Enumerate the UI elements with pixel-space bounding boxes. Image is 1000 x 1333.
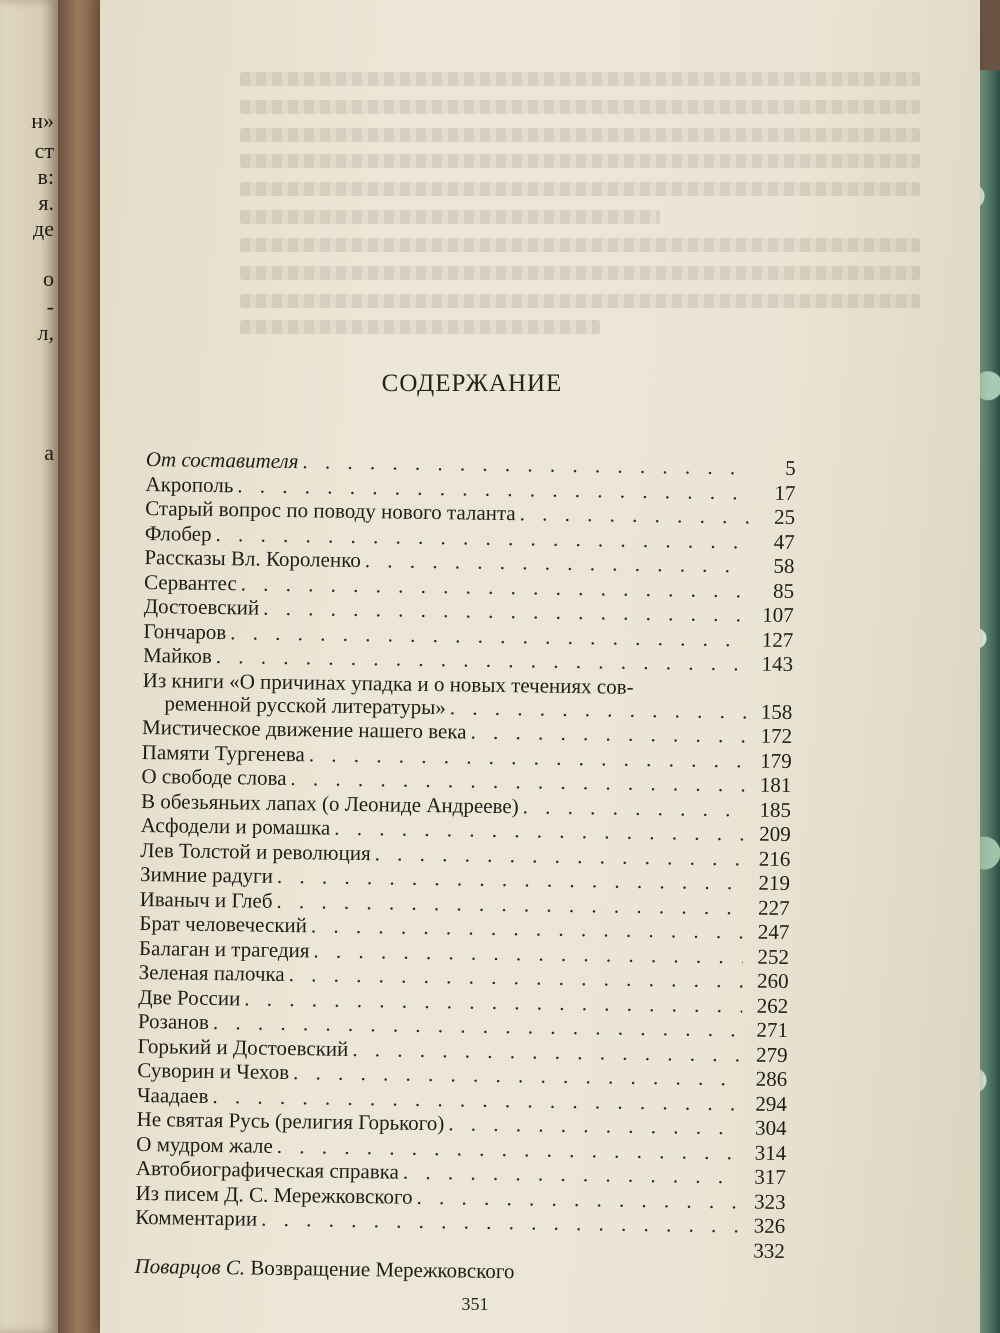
toc-entry-title: Брат человеческий [139, 910, 308, 938]
toc-entry-page: 262 [756, 993, 789, 1018]
toc-entry-page: 260 [756, 968, 789, 994]
toc-entry-title: Горький и Достоевский [137, 1033, 349, 1061]
bleed-through-line [240, 154, 920, 168]
bleed-through-line [240, 238, 920, 252]
bleed-through-line [240, 210, 660, 224]
toc-leader-dots [470, 721, 746, 748]
toc-entry-title: Чаадаев [136, 1082, 209, 1108]
toc-entry-page: 216 [758, 846, 791, 871]
toc-entry-page: 314 [754, 1140, 787, 1165]
toc-entry-page: 317 [754, 1164, 787, 1190]
toc-entry-title: Зимние радуги [139, 861, 274, 888]
toc-entry-title: Комментарии [135, 1204, 258, 1231]
left-page-fragment: ст [34, 138, 54, 163]
toc-entry-page: 181 [759, 772, 792, 798]
left-page [0, 0, 58, 1333]
toc-entry-page: 107 [762, 602, 794, 628]
left-page-fragment: я. [38, 190, 54, 215]
toc-entry-title: Достоевский [143, 593, 260, 620]
toc-entry-title: Балаган и трагедия [138, 935, 310, 962]
toc-entry-title: Акрополь [145, 471, 234, 497]
toc-entry-title: Иваныч и Глеб [139, 886, 273, 913]
toc-entry-page: 25 [773, 504, 796, 530]
toc-leader-dots [365, 549, 749, 577]
page-number: 351 [461, 1294, 489, 1314]
bleed-through-line [240, 320, 600, 334]
toc-entry-title: От составителя [145, 447, 299, 474]
toc-entry-title: Рассказы Вл. Короленко [144, 544, 361, 573]
toc-entry-page: 58 [773, 553, 795, 579]
toc-leader-dots [403, 1161, 740, 1189]
toc-entry-title: О мудром жале [136, 1131, 273, 1158]
toc-entry-page [742, 1281, 784, 1282]
toc-entry-title: Памяти Тургенева [141, 739, 305, 766]
left-page-fragment: л, [37, 320, 54, 345]
toc-entry-title: Флобер [144, 520, 212, 546]
left-page-fragment: в: [37, 164, 54, 189]
toc-entry-title: Не святая Русь (религия Горького) [136, 1106, 445, 1136]
toc-entry-title: Зеленая палочка [138, 959, 285, 986]
toc-entry-title: Лев Толстой и революция [140, 837, 371, 865]
table-of-contents [134, 448, 796, 1288]
toc-entry-title: Мистическое движение нашего века [141, 714, 467, 744]
toc-leader-dots [520, 502, 750, 528]
toc-entry-page: 326 [753, 1213, 786, 1238]
toc-entry-page: 252 [757, 944, 790, 969]
contents-heading: СОДЕРЖАНИЕ [381, 370, 563, 397]
toc-entry-title: В обезьяньих лапах (о Леониде Андрееве) [140, 788, 519, 818]
left-page-fragment: де [33, 216, 54, 241]
toc-entry-page: 17 [774, 480, 796, 505]
toc-entry-title: Из книги «О причинах упадка и о новых течениях сов- [142, 667, 634, 699]
bleed-through-line [240, 182, 920, 196]
toc-entry-page: 127 [761, 627, 794, 652]
toc-entry-title: Суворин и Чехов [137, 1057, 290, 1085]
toc-entry-page: 247 [757, 919, 790, 945]
toc-spacer [514, 1278, 742, 1281]
toc-entry-page: 294 [755, 1091, 788, 1116]
toc-entry-page: 158 [760, 699, 793, 724]
toc-entry-title-continuation: ременной русской литературы» [164, 690, 446, 719]
toc-leader-dots [523, 795, 746, 821]
toc-entry-title: Розанов [137, 1008, 210, 1034]
toc-entry-page: 332 [753, 1238, 786, 1263]
toc-entry-author: Поварцов С. [134, 1253, 246, 1280]
toc-entry-title: Старый вопрос по поводу нового таланта [144, 495, 516, 526]
toc-entry-title: Из писем Д. С. Мережковского [135, 1180, 413, 1209]
toc-entry-page: 209 [759, 821, 791, 847]
toc-entry-title: Две России [138, 984, 241, 1010]
toc-leader-dots [416, 1185, 739, 1213]
toc-entry-title: Возвращение Мережковского [250, 1255, 515, 1284]
toc-leader-dots [448, 1112, 741, 1139]
bleed-through-line [240, 128, 920, 142]
toc-entry-page: 323 [753, 1189, 786, 1214]
toc-entry-page: 47 [773, 529, 795, 554]
toc-entry-page: 143 [761, 651, 794, 677]
toc-entry-page: 219 [758, 870, 791, 896]
toc-entry-page: 5 [785, 455, 796, 481]
bleed-through-line [240, 100, 920, 114]
bleed-through-line [240, 72, 920, 86]
toc-entry-page: 286 [755, 1066, 788, 1092]
bleed-through-line [240, 266, 920, 280]
left-page-fragment: о [43, 266, 54, 291]
bleed-through-line [240, 294, 920, 308]
toc-entry-page: 304 [754, 1115, 787, 1141]
toc-leader-dots [352, 1037, 742, 1065]
left-page-fragment: - [46, 294, 54, 319]
toc-entry-page: 271 [756, 1017, 789, 1043]
toc-entry-page: 227 [757, 895, 790, 920]
toc-entry-title: Гончаров [143, 618, 227, 644]
toc-entry-title: Майков [142, 642, 213, 668]
toc-leader-dots [450, 696, 747, 723]
left-page-fragment: а [44, 440, 54, 465]
left-page-fragment: н» [31, 108, 54, 133]
toc-entry-title: Автобиографическая справка [135, 1155, 400, 1184]
toc-entry-title: Сервантес [143, 569, 237, 595]
toc-entry-page: 279 [755, 1042, 788, 1067]
toc-entry-title: О свободе слова [141, 763, 287, 790]
toc-entry-page: 85 [772, 578, 795, 603]
toc-entry-title: Асфодели и ромашка [140, 812, 331, 840]
toc-entry [142, 668, 793, 723]
book-spine-gap [58, 0, 102, 1333]
toc-leader-dots [375, 842, 745, 870]
toc-entry-page: 185 [759, 797, 792, 822]
toc-entry-page: 179 [760, 748, 792, 773]
toc-entry-page: 172 [760, 723, 793, 749]
